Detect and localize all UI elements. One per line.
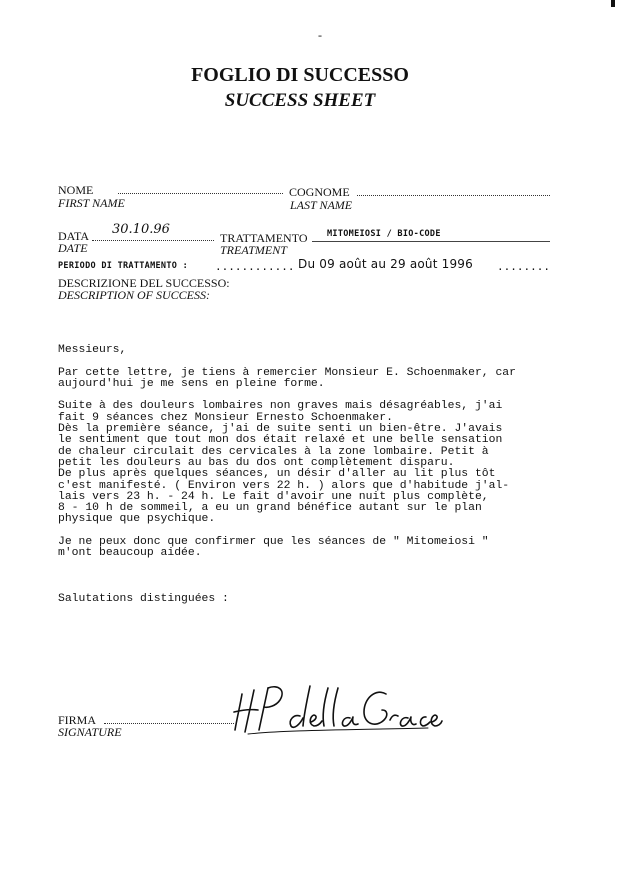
- letter-line: Dès la première séance, j'ai de suite senti un bien-être. J'avais: [58, 423, 503, 436]
- corner-mark: [611, 0, 615, 7]
- letter-line: Salutations distinguées :: [58, 592, 229, 605]
- data-label: DATA: [58, 229, 90, 243]
- periodo-dots-left: ............: [215, 260, 295, 273]
- periodo-value: Du 09 août au 29 août 1996: [298, 257, 473, 271]
- letter-line: Suite à des douleurs lombaires non graves mais désagréables, j'ai: [58, 400, 503, 413]
- letter-line: [58, 582, 598, 593]
- letter-line: m'ont beaucoup aidée.: [58, 547, 202, 560]
- letter-line: 8 - 10 h de sommeil, a eu un grand bénéfice autant sur le plan: [58, 502, 482, 515]
- letter-line: le sentiment que tout mon dos était relaxé et une belle sensation: [58, 434, 503, 447]
- title-english: SUCCESS SHEET: [224, 90, 376, 111]
- date-label: DATE: [58, 241, 88, 255]
- letter-line: [58, 571, 598, 582]
- signature-label: SIGNATURE: [58, 725, 122, 739]
- last-name-label: LAST NAME: [290, 198, 353, 212]
- periodo-label: PERIODO DI TRATTAMENTO :: [58, 261, 189, 271]
- trattamento-value: MITOMEIOSI / BIO-CODE: [327, 229, 441, 239]
- letter-line: fait 9 séances chez Monsieur Ernesto Schoenmaker.: [58, 411, 393, 424]
- letter-line: [58, 356, 598, 367]
- cognome-label: COGNOME: [289, 185, 350, 199]
- periodo-dots-right: ........: [497, 260, 550, 273]
- letter-line: aujourd'hui je me sens en pleine forme.: [58, 377, 325, 390]
- treatment-label: TREATMENT: [220, 243, 287, 257]
- data-value: 30.10.96: [112, 222, 170, 237]
- letter-line: Messieurs,: [58, 344, 127, 356]
- first-name-label: FIRST NAME: [58, 196, 125, 210]
- letter-line: petit les douleurs au bas du dos ont complètement disparu.: [58, 456, 455, 469]
- title-italian: FOGLIO DI SUCCESSO: [191, 64, 409, 86]
- letter-line: de chaleur circulait des cervicales à la zone lombaire. Petit à: [58, 445, 489, 458]
- letter-line: c'est manifesté. ( Environ vers 22 h. ) alors que d'habitude j'al-: [58, 479, 510, 492]
- nome-label: NOME: [58, 183, 94, 197]
- top-dash: -: [318, 28, 322, 42]
- letter-line: [58, 560, 598, 571]
- cognome-line: [357, 195, 550, 196]
- description-label: DESCRIPTION OF SUCCESS:: [58, 288, 210, 302]
- descrizione-label: DESCRIZIONE DEL SUCCESSO:: [58, 276, 230, 290]
- letter-line: physique que psychique.: [58, 513, 216, 526]
- trattamento-label: TRATTAMENTO: [220, 231, 308, 245]
- nome-line: [118, 193, 283, 194]
- trattamento-line: [312, 241, 550, 242]
- letter-line: Par cette lettre, je tiens à remercier Monsieur E. Schoenmaker, car: [58, 366, 516, 379]
- letter-line: lais vers 23 h. - 24 h. Le fait d'avoir une nuit plus complète,: [58, 490, 489, 503]
- letter-line: De plus après quelques séances, un désir d'aller au lit plus tôt: [58, 468, 496, 481]
- firma-line: [104, 723, 234, 724]
- handwritten-signature: [228, 680, 443, 740]
- data-line: [92, 240, 214, 241]
- firma-label: FIRMA: [58, 713, 97, 727]
- letter-body: [58, 345, 598, 605]
- letter-line: Je ne peux donc que confirmer que les séances de " Mitomeiosi ": [58, 536, 489, 549]
